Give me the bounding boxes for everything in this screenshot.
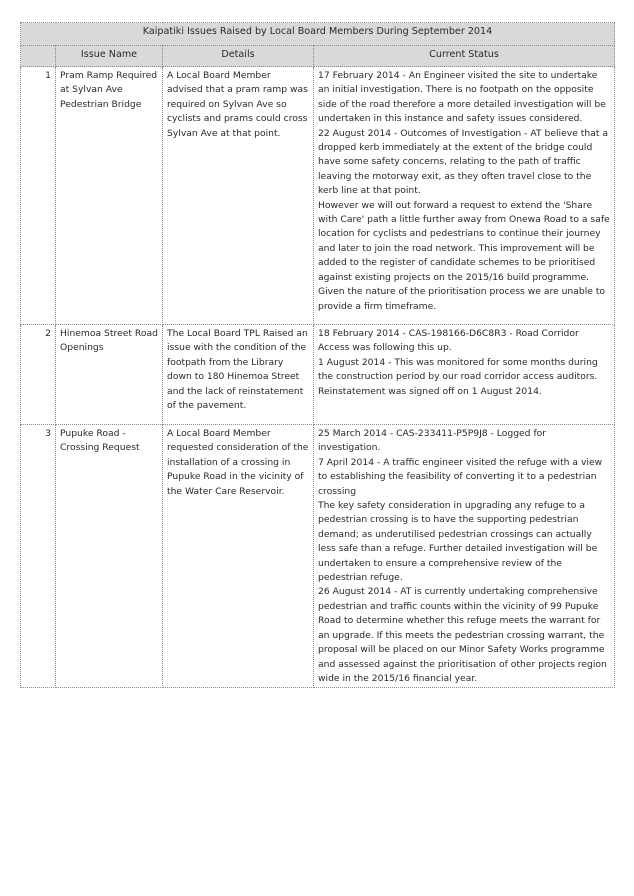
issue-status <box>314 425 615 688</box>
table-title: Kaipatiki Issues Raised by Local Board Members During September 2014 <box>21 23 615 46</box>
issue-details: The Local Board TPL Raised an issue with the condition of the footpath from the Library down to 180 Hinemoa Street and the lack of reinstatement of the pavement. <box>163 325 314 425</box>
status-entry: 17 February 2014 - An Engineer visited the site to undertake an initial investigation. There is no footpath on the opposite side of the road therefore a more detailed investigation will be undertaken in this instance and safety issues considered. <box>318 70 606 125</box>
header-issue-name: Issue Name <box>56 46 163 67</box>
issues-table <box>20 22 615 688</box>
table-row <box>21 67 615 325</box>
table-row <box>21 425 615 688</box>
issue-status <box>314 325 615 425</box>
status-entry: 26 August 2014 - AT is currently undertaking comprehensive pedestrian and traffic counts within the vicinity of 99 Pupuke Road to determine whether this refuge meets the warrant for an upgrade. If this meets the pedestrian crossing warrant, the proposal will be placed on our Minor Safety Works programme and assessed against the prioritisation of other projects region wide in the 2015/16 financial year. <box>318 586 607 684</box>
table-row <box>21 325 615 425</box>
issue-status <box>314 67 615 325</box>
status-entry: 22 August 2014 - Outcomes of Investigation - AT believe that a dropped kerb immediately at the extent of the bridge could have some safety concerns, relating to the path of traffic leaving the motorway exit, as they often travel close to the kerb line at that point. <box>318 127 608 197</box>
status-entry: The key safety consideration in upgrading any refuge to a pedestrian crossing is to have the supporting pedestrian demand; as underutilised pedestrian crossings can actually less safe than a refuge. Further detailed investigation will be undertaken to ensure a comprehensive review of the pedestrian refuge. <box>318 500 598 584</box>
status-entry: 7 April 2014 - A traffic engineer visited the refuge with a view to establishing the feasibility of converting it to a pedestrian crossing <box>318 456 603 497</box>
issue-details: A Local Board Member requested consideration of the installation of a crossing in Pupuke Road in the vicinity of the Water Care Reservoir. <box>163 425 314 688</box>
header-number <box>21 46 56 67</box>
row-number: 3 <box>21 425 56 688</box>
status-entry: 18 February 2014 - CAS-198166-D6C8R3 - Road Corridor Access was following this up. <box>318 328 579 354</box>
status-entry: However we will out forward a request to extend the 'Share with Care' path a little further away from Onewa Road to a safe location for cyclists and pedestrians to continue their journey and later to join the road network. This improvement will be added to the register of candidate schemes to be prioritised against existing projects on the 2015/16 build programme. Given the nature of the prioritisation process we are unable to provide a firm timeframe. <box>318 199 610 312</box>
issue-name: Pram Ramp Required at Sylvan Ave Pedestrian Bridge <box>56 67 163 325</box>
table-header-row <box>21 46 615 67</box>
table-title-row <box>21 23 615 46</box>
status-entry: 1 August 2014 - This was monitored for some months during the construction period by our road corridor access auditors. Reinstatement was signed off on 1 August 2014. <box>318 356 598 397</box>
issue-name: Pupuke Road - Crossing Request <box>56 425 163 688</box>
issue-details: A Local Board Member advised that a pram ramp was required on Sylvan Ave so cyclists and prams could cross Sylvan Ave at that point. <box>163 67 314 325</box>
status-entry: 25 March 2014 - CAS-233411-P5P9J8 - Logged for investigation. <box>318 428 547 454</box>
header-current-status: Current Status <box>314 46 615 67</box>
issue-name: Hinemoa Street Road Openings <box>56 325 163 425</box>
row-number: 2 <box>21 325 56 425</box>
header-details: Details <box>163 46 314 67</box>
row-number: 1 <box>21 67 56 325</box>
